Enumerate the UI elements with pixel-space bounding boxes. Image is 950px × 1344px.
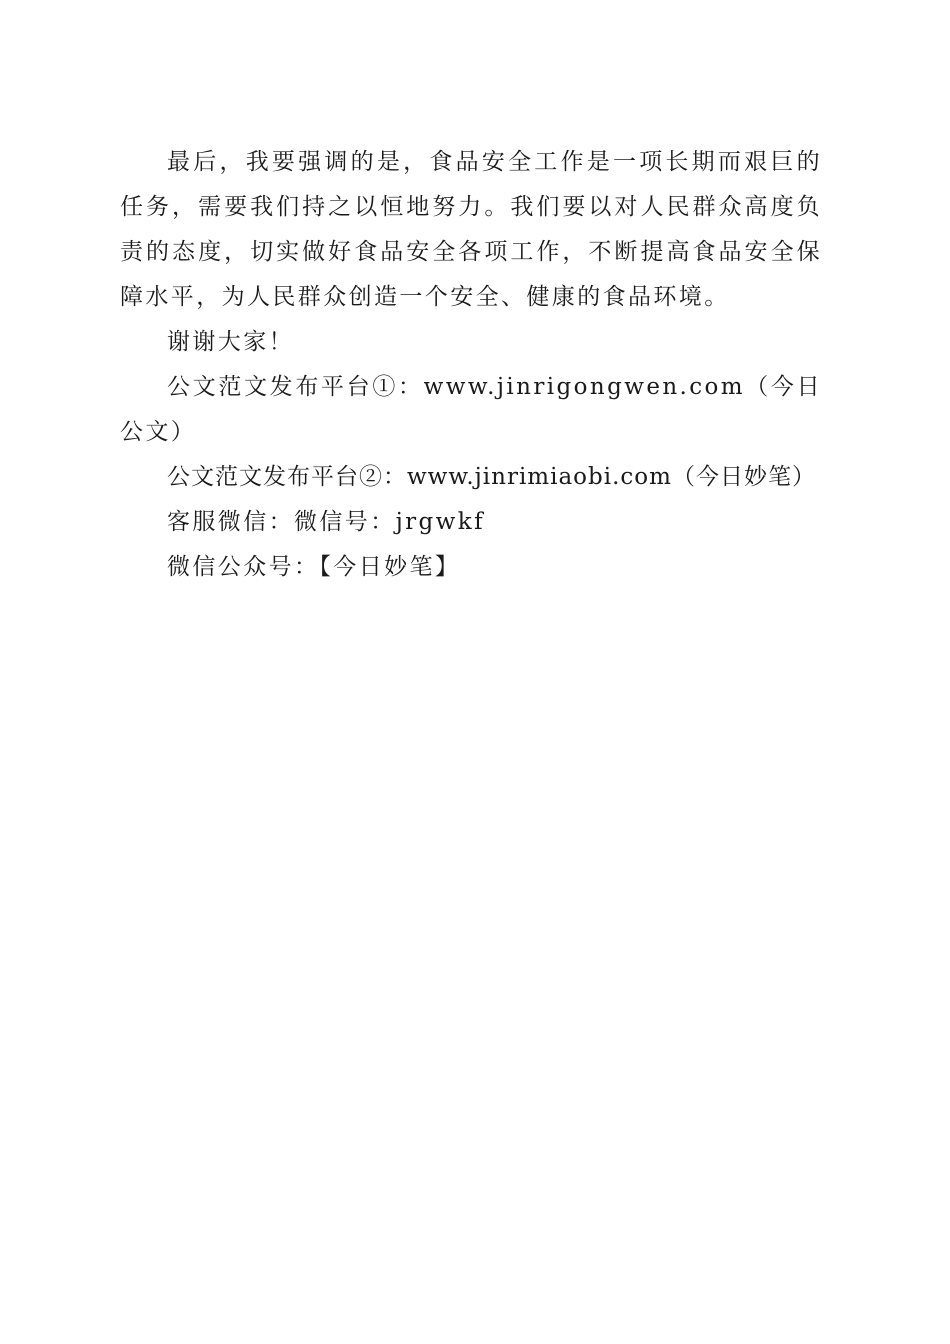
- closing-paragraph: 最后，我要强调的是，食品安全工作是一项长期而艰巨的任务，需要我们持之以恒地努力。我们要以对人民群众高度负责的态度，切实做好食品安全各项工作，不断提高食品安全保障水平，为人民群众创造一个安全、健康的食品环境。: [120, 149, 822, 310]
- wechat-account-line: 微信公众号：【今日妙笔】: [167, 554, 461, 580]
- wechat-service-line: 客服微信：微信号：jrgwkf: [167, 509, 485, 535]
- document-body: [120, 140, 822, 590]
- platform-line-1: 公文范文发布平台①：www.jinrigongwen.com（今日公文）: [120, 374, 822, 445]
- thanks-line: 谢谢大家！: [167, 329, 294, 355]
- platform-line-2: 公文范文发布平台②：www.jinrimiaobi.com（今日妙笔）: [167, 464, 816, 490]
